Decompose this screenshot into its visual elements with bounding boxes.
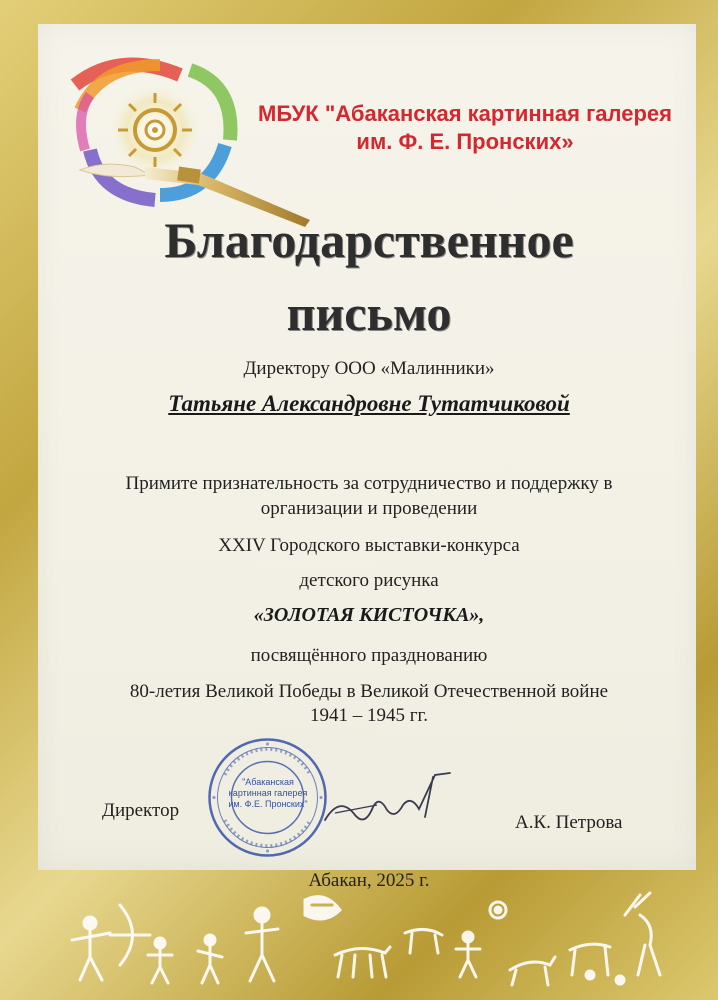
organization-line-1: МБУК "Абаканская картинная галерея (258, 101, 672, 126)
body-line-6: 80-летия Великой Победы в Великой Отечественной войне (129, 681, 609, 702)
stamp-center-text: "Абаканская картинная галерея им. Ф.Е. Пронских" (228, 777, 308, 809)
competition-name: «ЗОЛОТАЯ КИСТОЧКА», (253, 604, 485, 626)
signatory-role: Директор (102, 800, 180, 821)
place-and-date: Абакан, 2025 г. (308, 870, 430, 891)
body-line-5: посвящённого празднованию (250, 645, 488, 666)
signatory-name: А.К. Петрова (515, 812, 623, 833)
body-line-4: детского рисунка (299, 570, 439, 591)
handwritten-signature (315, 765, 455, 835)
body-line-3: XXIV Городского выставки-конкурса (218, 535, 520, 556)
document-title-line-1: Благодарственное (164, 212, 574, 268)
recipient-position: Директору ООО «Малинники» (243, 358, 495, 379)
organization-line-2: им. Ф. Е. Пронских» (356, 129, 574, 154)
body-line-2: организации и проведении (260, 498, 478, 519)
document-title-line-2: письмо (286, 285, 452, 341)
organization-name (255, 100, 675, 156)
recipient-name: Татьяне Александровне Тутатчиковой (168, 391, 570, 416)
petroglyph-border-decoration (50, 885, 680, 995)
body-line-1: Примите признательность за сотрудничество и поддержку в (125, 473, 613, 494)
body-line-7: 1941 – 1945 гг. (310, 705, 428, 726)
